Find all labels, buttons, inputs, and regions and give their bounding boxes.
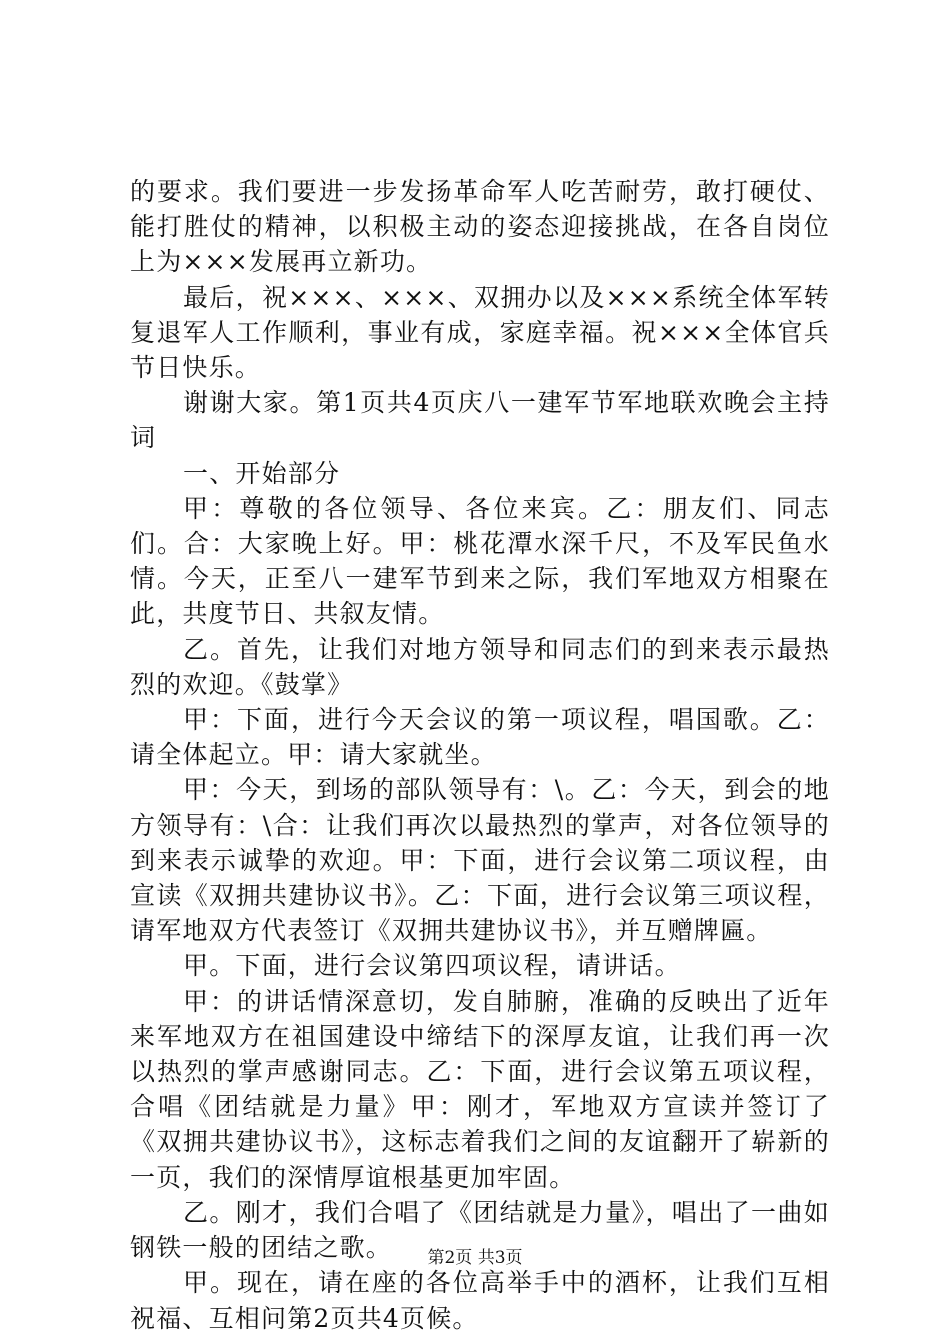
- document-body: [130, 174, 830, 1336]
- paragraph: 甲。下面，进行会议第四项议程，请讲话。: [183, 951, 681, 981]
- paragraph: 乙。首先，让我们对地方领导和同志们的到来表示最热烈的欢迎。《鼓掌》: [130, 634, 830, 699]
- paragraph: 甲：尊敬的各位领导、各位来宾。乙：朋友们、同志们。合：大家晚上好。甲：桃花潭水深千尺，不及军民鱼水情。今天，正至八一建军节到来之际，我们军地双方相聚在此，共度节日、共叙友情。: [130, 493, 830, 629]
- paragraph: 乙。刚才，我们合唱了《团结就是力量》，唱出了一曲如钢铁一般的团结之歌。: [130, 1197, 830, 1263]
- paragraph: 最后，祝×××、×××、双拥办以及×××系统全体军转复退军人工作顺利，事业有成，家庭幸福。祝×××全体官兵节日快乐。: [130, 282, 830, 383]
- paragraph: 甲：下面，进行今天会议的第一项议程，唱国歌。乙：请全体起立。甲：请大家就坐。: [130, 705, 830, 770]
- paragraph: 甲：的讲话情深意切，发自肺腑，准确的反映出了近年来军地双方在祖国建设中缔结下的深厚友谊，让我们再一次以热烈的掌声感谢同志。乙：下面，进行会议第五项议程，合唱《团结就是力量》甲：刚才，军地双方宣读并签订了《双拥共建协议书》，这标志着我们之间的友谊翻开了崭新的一页，我们的深情厚谊根基更加牢固。: [130, 986, 830, 1192]
- paragraph: 甲：今天，到场的部队领导有：\。乙：今天，到会的地方领导有：\合：让我们再次以最热烈的掌声，对各位领导的到来表示诚挚的欢迎。甲：下面，进行会议第二项议程，由宣读《双拥共建协议书》。乙：下面，进行会议第三项议程，请军地双方代表签订《双拥共建协议书》，并互赠牌匾。: [130, 775, 830, 946]
- paragraph: 谢谢大家。第1页共4页庆八一建军节军地联欢晚会主持词: [130, 388, 830, 453]
- paragraph: 甲。现在，请在座的各位高举手中的酒杯，让我们互相祝福、互相问第2页共4页候。: [130, 1268, 830, 1333]
- paragraph: 的要求。我们要进一步发扬革命军人吃苦耐劳，敢打硬仗、能打胜仗的精神，以积极主动的姿态迎接挑战，在各自岗位上为×××发展再立新功。: [130, 177, 830, 277]
- section-heading: 一、开始部分: [183, 458, 341, 488]
- page-footer: 第2页 共3页: [427, 1248, 523, 1268]
